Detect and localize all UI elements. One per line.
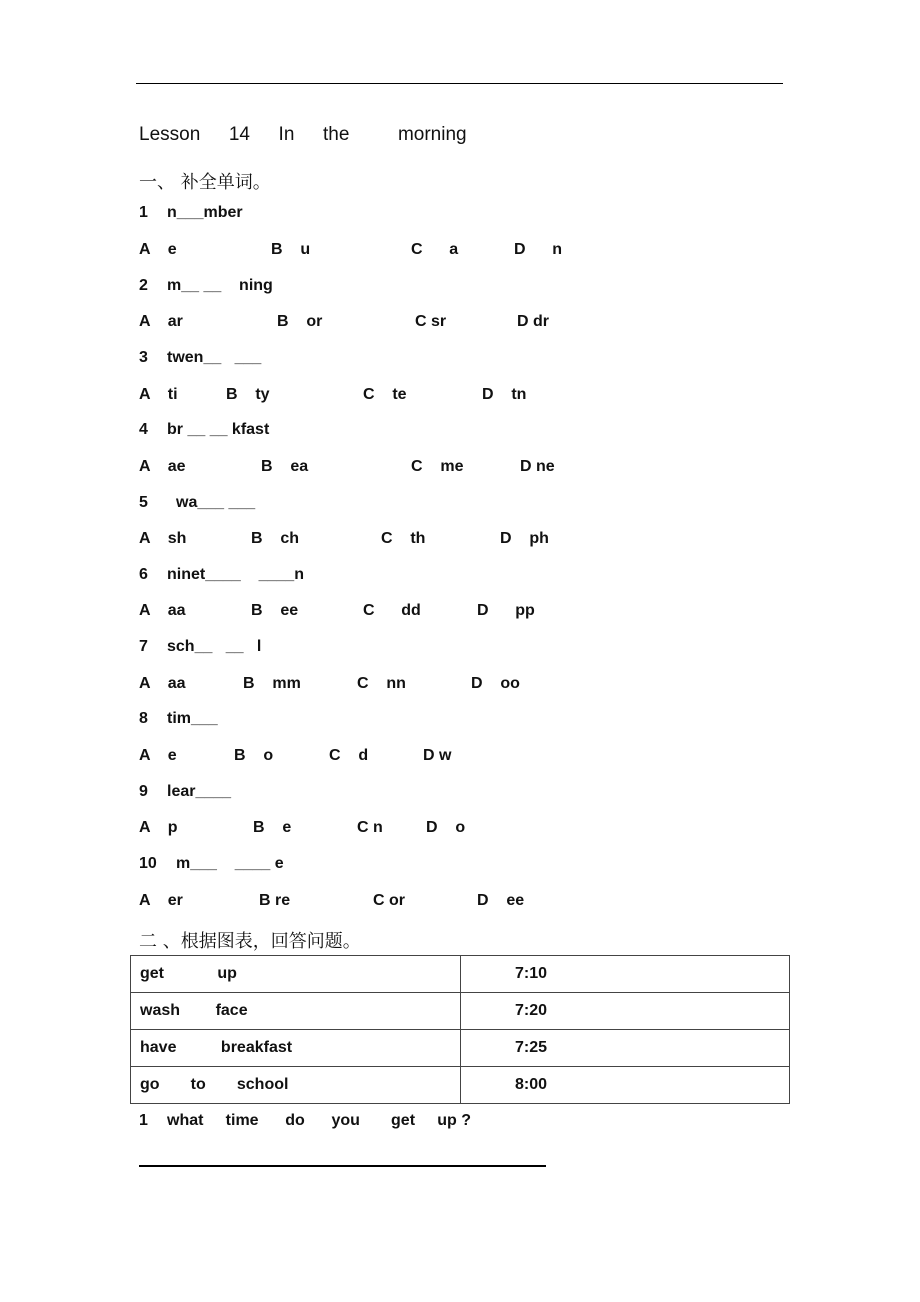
option-c: C th <box>381 530 426 547</box>
option-d: D ph <box>500 530 549 547</box>
question-stem <box>139 204 739 226</box>
question-stem <box>139 783 739 805</box>
section1-heading: 一、 补全单词。 <box>139 172 271 193</box>
question-text: ninet____ ____n <box>167 566 304 583</box>
option-a: A p <box>139 819 178 836</box>
section2-heading: 二 、根据图表，回答问题。 <box>139 931 361 952</box>
option-d: D dr <box>517 313 549 330</box>
option-a: A e <box>139 241 177 258</box>
option-d: D ee <box>477 892 525 909</box>
lesson-title <box>139 124 467 146</box>
header-rule <box>136 83 783 84</box>
question-text: n___mber <box>167 204 243 221</box>
question-text: twen__ ___ <box>167 349 262 366</box>
option-c: C or <box>373 892 405 909</box>
option-c: C sr <box>415 313 447 330</box>
time-cell: 7:10 <box>461 956 790 993</box>
table-row <box>131 1067 790 1104</box>
option-d: D oo <box>471 675 520 692</box>
option-a: A aa <box>139 602 186 619</box>
time-cell: 7:25 <box>461 1030 790 1067</box>
question-text: what time do you get up ? <box>167 1112 472 1129</box>
question-number: 9 <box>139 783 148 800</box>
option-b: B ty <box>226 386 270 403</box>
question-text: tim___ <box>167 710 218 727</box>
question-options <box>139 241 739 263</box>
option-c: C te <box>363 386 407 403</box>
question-text: m___ ____ e <box>176 855 284 872</box>
question-stem <box>139 566 739 588</box>
question-text: m__ __ ning <box>167 277 273 294</box>
option-b: B mm <box>243 675 301 692</box>
question-stem <box>139 710 739 732</box>
title-word: 14 <box>228 124 250 145</box>
option-c: C n <box>357 819 383 836</box>
question-text: br __ __ kfast <box>167 421 270 438</box>
question-number: 6 <box>139 566 148 583</box>
activity-cell: go to school <box>131 1067 461 1104</box>
option-a: A aa <box>139 675 186 692</box>
question-stem <box>139 349 739 371</box>
option-b: B u <box>271 241 311 258</box>
question-number: 10 <box>139 855 157 872</box>
question-options <box>139 892 739 914</box>
question-number: 4 <box>139 421 148 438</box>
question-options <box>139 747 739 769</box>
question-options <box>139 530 739 552</box>
title-word: the <box>322 124 350 145</box>
option-d: D tn <box>482 386 527 403</box>
option-b: B ch <box>251 530 300 547</box>
option-d: D n <box>514 241 562 258</box>
option-b: B e <box>253 819 292 836</box>
question-number: 2 <box>139 277 148 294</box>
option-c: C me <box>411 458 464 475</box>
question-number: 5 <box>139 494 148 511</box>
activity-cell: wash face <box>131 993 461 1030</box>
question-options <box>139 313 739 335</box>
option-d: D w <box>423 747 452 764</box>
table-row <box>131 956 790 993</box>
question-text: lear____ <box>167 783 232 800</box>
option-a: A ti <box>139 386 178 403</box>
option-c: C d <box>329 747 369 764</box>
time-cell: 7:20 <box>461 993 790 1030</box>
option-d: D pp <box>477 602 535 619</box>
option-a: A ar <box>139 313 183 330</box>
option-d: D ne <box>520 458 555 475</box>
title-word: In <box>278 124 295 145</box>
schedule-table <box>130 955 790 1104</box>
option-d: D o <box>426 819 466 836</box>
activity-cell: have breakfast <box>131 1030 461 1067</box>
question-stem <box>139 277 739 299</box>
question-options <box>139 458 739 480</box>
option-c: C dd <box>363 602 421 619</box>
table-row <box>131 993 790 1030</box>
question-options <box>139 602 739 624</box>
question-options <box>139 819 739 841</box>
question-number: 7 <box>139 638 148 655</box>
option-b: B ee <box>251 602 299 619</box>
question-text: wa___ ___ <box>176 494 256 511</box>
option-b: B ea <box>261 458 309 475</box>
option-b: B o <box>234 747 274 764</box>
question-number: 1 <box>139 1112 148 1129</box>
title-word: Lesson <box>139 124 201 145</box>
option-c: C nn <box>357 675 406 692</box>
option-a: A e <box>139 747 177 764</box>
question-text: sch__ __ l <box>167 638 262 655</box>
question-number: 8 <box>139 710 148 727</box>
option-a: A ae <box>139 458 186 475</box>
question-options <box>139 675 739 697</box>
option-b: B re <box>259 892 291 909</box>
title-word: morning <box>397 124 467 145</box>
option-b: B or <box>277 313 323 330</box>
question-options <box>139 386 739 408</box>
question-stem <box>139 421 739 443</box>
time-cell: 8:00 <box>461 1067 790 1104</box>
table-row <box>131 1030 790 1067</box>
question-stem <box>139 638 739 660</box>
activity-cell: get up <box>131 956 461 993</box>
question-stem <box>139 494 739 516</box>
answer-line[interactable] <box>139 1165 546 1167</box>
option-a: A sh <box>139 530 187 547</box>
question-number: 3 <box>139 349 148 366</box>
question-number: 1 <box>139 204 148 221</box>
option-a: A er <box>139 892 183 909</box>
question2-line <box>139 1112 739 1134</box>
question-stem <box>139 855 739 877</box>
option-c: C a <box>411 241 459 258</box>
